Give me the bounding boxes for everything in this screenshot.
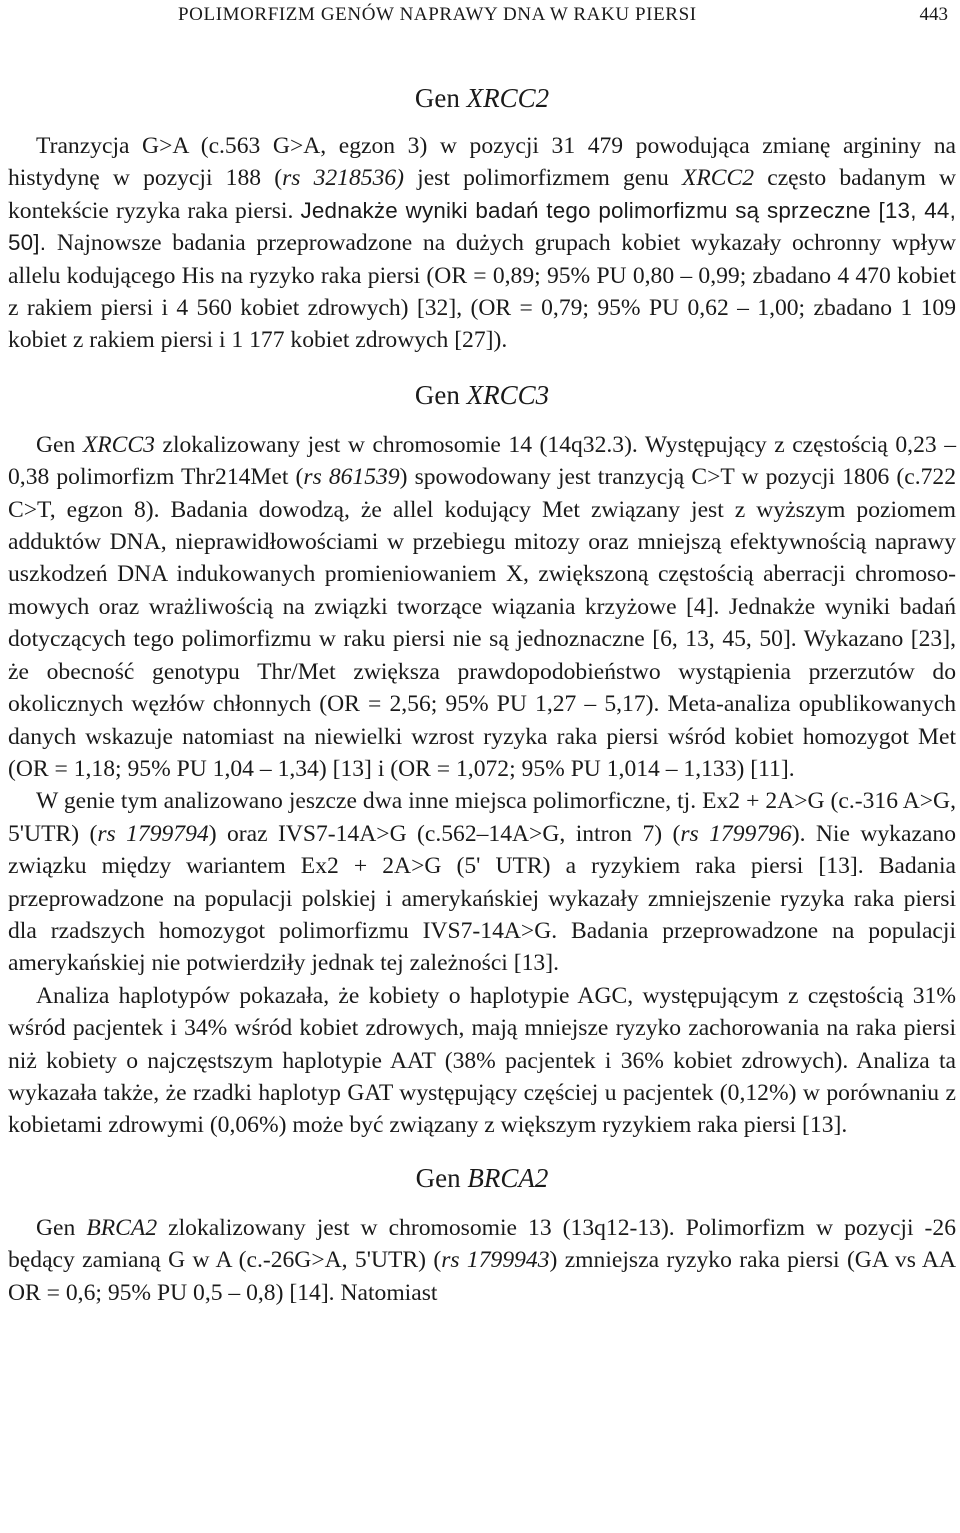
paragraph-xrcc3-2 xyxy=(8,785,956,979)
section-heading-brca2 xyxy=(8,1162,956,1194)
text-run: zlokalizowany jest w chromosomie 14 (14q32.3). Występujący z częstością 0,23 – 0,38 polimorfizm Thr214Met ( xyxy=(8,431,956,491)
text-run: W genie tym analizowano jeszcze dwa inne miejsca polimorficzne, tj. Ex2 + 2A>G (c.-316 A>G, 5'UTR) ( xyxy=(8,788,956,847)
heading-prefix: Gen xyxy=(414,379,467,410)
heading-gene-name: BRCA2 xyxy=(467,1162,549,1193)
text-run: Najnowsze badania przeprowadzone na dużych grupach kobiet wykazały ochronny wpływ allelu kodującego His na ryzyko raka piersi (OR = 0,89; 95% PU 0,80 – 0,99; zbadano 4 470 kobiet z rakiem piersi i 4 560 kobiet zdrowych) [32], (OR = 0,79; 95% PU 0,62 – 1,00; zbadano 1 109 kobiet z rakiem piersi i 1 177 kobiet zdrowych [27]). xyxy=(8,230,956,354)
rs-identifier: rs 861539 xyxy=(303,464,400,491)
page-body xyxy=(8,82,956,1309)
text-run: zlokalizowany jest w chromosomie 13 (13q12-13). Polimorfizm w pozycji -26 będący zamianą G w A (c.-26G>A, 5'UTR) ( xyxy=(8,1214,956,1274)
rs-identifier: rs 1799796 xyxy=(680,820,792,847)
heading-prefix: Gen xyxy=(415,1162,468,1193)
rs-label: rs xyxy=(282,165,301,192)
text-run: Tranzycja G>A (c.563 G>A, egzon 3) w pozycji 31 479 powodująca zmianę argininy na histydynę w pozycji 188 ( xyxy=(8,133,956,192)
text-run: ) oraz IVS7-14A>G (c.562–14A>G, intron 7) ( xyxy=(208,820,681,847)
heading-gene-name: XRCC3 xyxy=(466,379,550,410)
running-header xyxy=(0,4,960,28)
paragraph-xrcc3-3: Analiza haplotypów pokazała, że kobiety o haplotypie AGC, występującym z częstością 31% wśród pacjentek i 34% wśród kobiet zdrowych, mają mniejsze ryzyko zachorowania na raka piersi niż kobiety o najczęstszym haplotypie AAT (38% pacjentek i 36% kobiet zdrowych). Analiza ta wykazała także, że rzadki haplotyp GAT występujący częściej u pacjentek (0,12%) w porównaniu z kobietami zdrowymi (0,06%) może być związany z większym ryzykiem raka piersi [13]. xyxy=(8,982,956,1139)
rs-identifier: rs 1799943 xyxy=(441,1247,550,1274)
rs-identifier: rs 1799794 xyxy=(97,820,209,847)
text-run: Gen xyxy=(36,1214,87,1241)
section-heading-xrcc3 xyxy=(8,379,956,411)
gene-name: XRCC3 xyxy=(82,431,155,458)
paragraph-xrcc2-1 xyxy=(8,130,956,357)
paragraph-brca2-1 xyxy=(8,1212,956,1309)
text-run: często badanym w kontekście ryzyka raka piersi. xyxy=(8,165,956,224)
text-run: jest polimorfizmem genu xyxy=(404,165,682,192)
text-run: ) zmniejsza ryzyko raka piersi (GA vs AA OR = 0,6; 95% PU 0,5 – 0,8) [14]. Natomiast xyxy=(8,1247,957,1306)
gene-name: XRCC2 xyxy=(681,165,755,192)
heading-gene-name: XRCC2 xyxy=(466,83,550,113)
text-run: ). Nie wykazano związku między wariantem Ex2 + 2A>G (5' UTR) a ryzykiem raka piersi [13]. Badania przeprowadzone na populacji polskiej i amerykańskiej wykazały zmniejszenie ryzyka raka piersi dla rzadszych homozygot polimorfizmu IVS7-14A>G. Badania przeprowadzone na populacji amerykańskiej nie potwierdziły jednak tej zależności [13]. xyxy=(8,820,956,977)
text-run: ) spowodowany jest tranzycją C>T w pozycji 1806 (c.722 C>T, egzon 8). Badania dowodzą, że allel kodujący Met związany jest z wyższym poziomem adduktów DNA, nieprawidłowościami w przebiegu mitozy oraz mniejszą efektywnością naprawy uszkodzeń DNA indukowanych promieniowaniem X, zwiększoną częstością aberracji chromosomowych oraz wrażliwością na związki tworzące wiązania krzyżowe [4]. Jednakże wyniki badań dotyczących tego polimorfizmu w raku piersi nie są jednoznaczne [6, 13, 45, 50]. Wykazano [23], że obecność genotypu Thr/Met zwiększa prawdopodobieństwo wystąpienia przerzutów do okolicznych węzłów chłonnych (OR = 2,56; 95% PU 1,27 – 5,17). Meta-analiza opublikowanych danych wskazuje natomiast na niewielki wzrost ryzyka raka piersi wśród kobiet homozygot Met (OR = 1,18; 95% PU 1,04 – 1,34) [13] i (OR = 1,072; 95% PU 1,014 – 1,133) [11]. xyxy=(8,464,956,782)
running-title: POLIMORFIZM GENÓW NAPRAWY DNA W RAKU PIERSI xyxy=(178,4,697,25)
page-number: 443 xyxy=(919,4,948,25)
text-run-sans: Jednakże wyniki badań tego polimorfizmu są sprzeczne [13, 44, 50]. xyxy=(8,197,956,256)
heading-prefix: Gen xyxy=(414,83,467,113)
rs-number: 3218536) xyxy=(300,165,405,192)
paragraph-xrcc3-1 xyxy=(8,429,956,785)
gene-name: BRCA2 xyxy=(86,1214,158,1241)
text-run: Gen xyxy=(36,431,83,458)
section-heading-xrcc2 xyxy=(8,82,956,114)
